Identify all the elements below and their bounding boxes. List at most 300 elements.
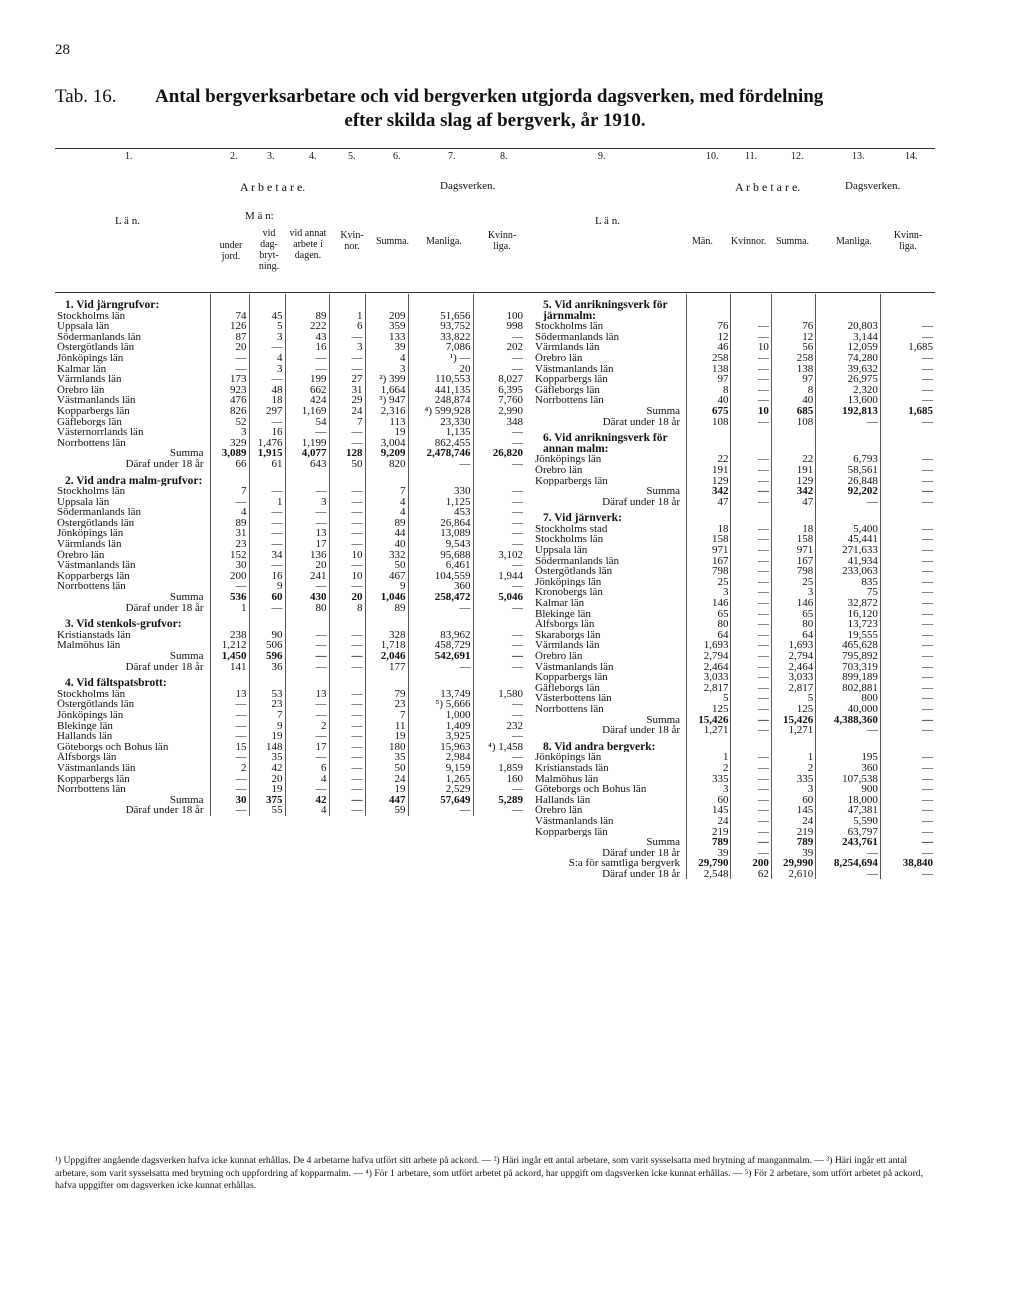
cell-value: 89	[365, 518, 408, 529]
empty-cell	[365, 613, 408, 630]
cell-value: —	[731, 774, 771, 785]
cell-value: 15,426	[687, 715, 731, 726]
empty-cell	[731, 507, 771, 524]
vid-dagbrytning-heading: vid dag-bryt-ning.	[258, 228, 280, 272]
cell-value: 1	[329, 311, 365, 322]
cell-value: —	[285, 353, 329, 364]
cell-value: 360	[816, 763, 881, 774]
row-label: Summa	[169, 794, 204, 806]
lan-heading-right: L ä n.	[595, 215, 620, 227]
man-heading-right: Män.	[692, 236, 713, 247]
empty-cell	[408, 294, 473, 311]
cell-value: 62	[731, 869, 771, 880]
cell-value: 158	[687, 534, 731, 545]
empty-cell	[731, 736, 771, 753]
cell-value: —	[210, 721, 249, 732]
row-label: Örebro län	[535, 352, 583, 364]
cell-value: —	[285, 364, 329, 375]
header-bottom-rule	[55, 292, 935, 293]
cell-value: —	[880, 321, 935, 332]
cell-value: 26,820	[473, 448, 525, 459]
cell-value: —	[329, 710, 365, 721]
cell-value: 167	[771, 556, 815, 567]
cell-value: 47	[687, 497, 731, 508]
row-label: Däraf under 18 år	[602, 868, 681, 880]
cell-value: 40,000	[816, 704, 881, 715]
cell-value: —	[880, 364, 935, 375]
cell-value: 789	[687, 837, 731, 848]
cell-value: 7	[365, 486, 408, 497]
cell-value: 46	[687, 342, 731, 353]
row-label: Summa	[646, 486, 681, 497]
cell-value: 42	[285, 795, 329, 806]
cell-value: 76	[771, 321, 815, 332]
row-label: Östergötlands län	[535, 566, 613, 577]
cell-value: —	[731, 321, 771, 332]
cell-value: —	[731, 587, 771, 598]
cell-value: 39	[771, 848, 815, 859]
empty-cell	[771, 507, 815, 524]
row-label: 4. Vid fältspatsbrott:	[65, 677, 167, 689]
cell-value: 146	[771, 598, 815, 609]
cell-value: —	[880, 816, 935, 827]
cell-value: 342	[771, 486, 815, 497]
empty-cell	[210, 470, 249, 487]
cell-value: 1,265	[408, 774, 473, 785]
cell-value: —	[880, 598, 935, 609]
cell-value: —	[731, 693, 771, 704]
col-num: 13.	[852, 151, 865, 162]
summary-row	[55, 603, 525, 614]
empty-cell	[731, 294, 771, 321]
cell-value: 145	[771, 805, 815, 816]
cell-value: ²) 399	[365, 374, 408, 385]
manliga-heading-right: Manliga.	[836, 236, 872, 247]
row-label: Örebro län	[535, 464, 583, 476]
cell-value: ⁵) 5,666	[408, 699, 473, 710]
right-data-table	[533, 294, 935, 879]
cell-value: 9,159	[408, 763, 473, 774]
cell-value: 10	[329, 571, 365, 582]
row-label: Norrbottens län	[535, 703, 604, 715]
cell-value: 202	[473, 342, 525, 353]
cell-value: 47	[771, 497, 815, 508]
table-row	[55, 731, 525, 742]
cell-value: 11	[365, 721, 408, 732]
cell-value: —	[249, 417, 285, 428]
cell-value: 7,760	[473, 395, 525, 406]
cell-value: 3,033	[687, 672, 731, 683]
cell-value: —	[880, 524, 935, 535]
table-row	[55, 560, 525, 571]
cell-value: 13,749	[408, 689, 473, 700]
cell-value: 76	[687, 321, 731, 332]
row-label: Blekinge län	[535, 608, 591, 620]
cell-value: —	[210, 364, 249, 375]
cell-value: —	[329, 560, 365, 571]
row-label: Summa	[169, 592, 204, 603]
summary-row	[533, 406, 935, 417]
cell-value: 125	[687, 704, 731, 715]
cell-value: —	[249, 560, 285, 571]
cell-value: 19	[365, 427, 408, 438]
cell-value: 15	[210, 742, 249, 753]
cell-value: 6,395	[473, 385, 525, 396]
row-label: Kopparbergs län	[535, 374, 608, 385]
row-label: Därat under 18 år	[602, 416, 681, 428]
cell-value: 16,120	[816, 609, 881, 620]
cell-value: 80	[687, 619, 731, 630]
empty-cell	[365, 672, 408, 689]
cell-value: 10	[731, 406, 771, 417]
table-row	[55, 321, 525, 332]
cell-value: 8,254,694	[816, 858, 881, 869]
row-label: Kopparbergs län	[57, 405, 130, 417]
cell-value: —	[329, 332, 365, 343]
row-label: Östergötlands län	[57, 699, 135, 710]
table-row	[55, 342, 525, 353]
empty-cell	[285, 613, 329, 630]
cell-value: —	[473, 507, 525, 518]
cell-value: 335	[771, 774, 815, 785]
row-label: Örebro län	[57, 384, 105, 396]
table-row	[533, 556, 935, 567]
table-row	[55, 721, 525, 732]
cell-value: 3	[771, 784, 815, 795]
table-row	[533, 385, 935, 396]
cell-value: —	[880, 763, 935, 774]
summa-heading-right: Summa.	[776, 236, 810, 247]
cell-value: 1,685	[880, 342, 935, 353]
empty-cell	[408, 672, 473, 689]
cell-value: —	[210, 805, 249, 816]
cell-value: 45,441	[816, 534, 881, 545]
header-top-rule	[55, 148, 935, 149]
cell-value: —	[731, 332, 771, 343]
summary-row	[533, 417, 935, 428]
cell-value: 25	[687, 577, 731, 588]
cell-value: 19	[249, 784, 285, 795]
empty-cell	[249, 294, 285, 311]
cell-value: 9	[249, 721, 285, 732]
cell-value: —	[473, 640, 525, 651]
row-label: Värmlands län	[57, 539, 122, 550]
cell-value: —	[473, 710, 525, 721]
cell-value: 1,580	[473, 689, 525, 700]
cell-value: —	[329, 427, 365, 438]
cell-value: 2,464	[771, 662, 815, 673]
empty-cell	[687, 507, 731, 524]
cell-value: 17	[285, 742, 329, 753]
cell-value: —	[285, 640, 329, 651]
table-row	[533, 630, 935, 641]
table-row	[533, 704, 935, 715]
cell-value: 42	[249, 763, 285, 774]
cell-value: 1,693	[771, 640, 815, 651]
cell-value: —	[329, 507, 365, 518]
col-num: 2.	[230, 151, 238, 162]
cell-value: 89	[210, 518, 249, 529]
row-label: Blekinge län	[57, 720, 113, 732]
cell-value: 862,455	[408, 438, 473, 449]
row-label: Älfsborgs län	[57, 752, 117, 763]
table-row	[533, 364, 935, 375]
cell-value: —	[329, 497, 365, 508]
cell-value: 58,561	[816, 465, 881, 476]
cell-value: 5	[687, 693, 731, 704]
cell-value: 238	[210, 630, 249, 641]
empty-cell	[816, 736, 881, 753]
table-row	[55, 774, 525, 785]
table-row	[55, 763, 525, 774]
cell-value: —	[731, 417, 771, 428]
cell-value: —	[880, 725, 935, 736]
cell-value: 59	[365, 805, 408, 816]
cell-value: 74	[210, 311, 249, 322]
cell-value: 15,963	[408, 742, 473, 753]
cell-value: 4	[249, 353, 285, 364]
cell-value: —	[329, 699, 365, 710]
cell-value: 55	[249, 805, 285, 816]
summary-row	[55, 592, 525, 603]
cell-value: —	[329, 539, 365, 550]
cell-value: 899,189	[816, 672, 881, 683]
cell-value: 23,330	[408, 417, 473, 428]
cell-value: 330	[408, 486, 473, 497]
table-row	[533, 774, 935, 785]
cell-value: —	[880, 395, 935, 406]
row-label: Stockholms stad	[535, 523, 608, 535]
footnotes: ¹) Uppgifter angående dagsverken hafva icke kunnat erhållas. De 4 arbetarne hafva utfört sitt arbete på ackord. — ²) Häri ingår ett antal arbetare, som varit sysselsatta med brytning af manganmalm. — ³) Häri ingår ett antal arbetare, som varit sysselsatta med brytning och uppfordring af kopparmalm. — ⁴) För 1 arbetare, som utfört arbetet på ackord, har uppgift om dagsverken icke kunnat erhållas. — ⁵) För 2 arbetare, som utfört arbetet på ackord, hafva uppgifter om dagsverken icke kunnat erhållas.	[55, 1155, 923, 1191]
cell-value: —	[731, 837, 771, 848]
cell-value: 430	[285, 592, 329, 603]
cell-value: —	[731, 486, 771, 497]
row-label: Örebro län	[57, 549, 105, 561]
cell-value: 3	[249, 332, 285, 343]
cell-value: —	[731, 725, 771, 736]
cell-value: 6,793	[816, 454, 881, 465]
page-number: 28	[55, 42, 70, 58]
cell-value: 92,202	[816, 486, 881, 497]
table-row	[55, 571, 525, 582]
kvinnor-heading: Kvin-nor.	[340, 230, 364, 252]
summary-row	[55, 448, 525, 459]
row-label: Gäfleborgs län	[535, 682, 600, 694]
cell-value: —	[249, 528, 285, 539]
cell-value: 31	[210, 528, 249, 539]
empty-cell	[731, 427, 771, 454]
cell-value: 31	[329, 385, 365, 396]
cell-value: —	[329, 752, 365, 763]
cell-value: 20,803	[816, 321, 881, 332]
empty-cell	[880, 294, 935, 321]
cell-value: 465,628	[816, 640, 881, 651]
cell-value: —	[731, 476, 771, 487]
empty-cell	[249, 672, 285, 689]
cell-value: 30	[210, 560, 249, 571]
cell-value: 6,461	[408, 560, 473, 571]
cell-value: 60	[771, 795, 815, 806]
empty-cell	[210, 672, 249, 689]
cell-value: 826	[210, 406, 249, 417]
cell-value: 2,817	[687, 683, 731, 694]
table-row	[55, 395, 525, 406]
cell-value: 148	[249, 742, 285, 753]
cell-value: ⁴) 1,458	[473, 742, 525, 753]
cell-value: —	[816, 725, 881, 736]
cell-value: —	[329, 438, 365, 449]
cell-value: 271,633	[816, 545, 881, 556]
cell-value: —	[731, 848, 771, 859]
cell-value: 800	[816, 693, 881, 704]
table-row	[533, 795, 935, 806]
cell-value: 2,478,746	[408, 448, 473, 459]
cell-value: —	[249, 507, 285, 518]
cell-value: 13,723	[816, 619, 881, 630]
dagsverken-heading: Dagsverken.	[440, 180, 496, 192]
cell-value: 79	[365, 689, 408, 700]
cell-value: —	[731, 827, 771, 838]
cell-value: 536	[210, 592, 249, 603]
cell-value: —	[473, 731, 525, 742]
row-label: Jönköpings län	[57, 528, 124, 540]
cell-value: —	[329, 731, 365, 742]
row-label: Östergötlands län	[57, 342, 135, 353]
table-row	[55, 438, 525, 449]
row-label: Kopparbergs län	[535, 826, 608, 838]
section-heading-row	[55, 294, 525, 311]
col-num: 1.	[125, 151, 133, 162]
cell-value: —	[731, 374, 771, 385]
cell-value: —	[249, 342, 285, 353]
cell-value: 65	[687, 609, 731, 620]
table-row	[55, 528, 525, 539]
row-label: Värmlands län	[535, 640, 600, 651]
cell-value: 41,934	[816, 556, 881, 567]
cell-value: 9,543	[408, 539, 473, 550]
cell-value: 2,529	[408, 784, 473, 795]
table-row	[55, 581, 525, 592]
row-label: Västmanlands län	[57, 395, 136, 406]
cell-value: 1	[687, 752, 731, 763]
cell-value: 232	[473, 721, 525, 732]
title-line-1: Antal bergverksarbetare och vid bergverken utgjorda dagsverken, med fördelning	[155, 86, 824, 107]
cell-value: —	[880, 683, 935, 694]
cell-value: 359	[365, 321, 408, 332]
cell-value: 506	[249, 640, 285, 651]
row-label: S:a för samtliga bergverk	[568, 858, 681, 869]
table-row	[533, 476, 935, 487]
cell-value: —	[473, 438, 525, 449]
cell-value: 20	[329, 592, 365, 603]
cell-value: —	[329, 742, 365, 753]
section-heading-row	[533, 507, 935, 524]
cell-value: 20	[210, 342, 249, 353]
table-row	[533, 609, 935, 620]
table-row	[533, 465, 935, 476]
cell-value: 108	[771, 417, 815, 428]
table-row	[55, 550, 525, 561]
cell-value: 789	[771, 837, 815, 848]
cell-value: 1,199	[285, 438, 329, 449]
cell-value: 5,046	[473, 592, 525, 603]
cell-value: 19	[365, 784, 408, 795]
cell-value: 596	[249, 651, 285, 662]
cell-value: 17	[285, 539, 329, 550]
cell-value: 90	[249, 630, 285, 641]
cell-value: 15,426	[771, 715, 815, 726]
table-row	[533, 816, 935, 827]
cell-value: 4	[285, 805, 329, 816]
cell-value: —	[731, 497, 771, 508]
cell-value: 12	[687, 332, 731, 343]
cell-value: 52	[210, 417, 249, 428]
cell-value: 145	[687, 805, 731, 816]
cell-value: 66	[210, 459, 249, 470]
cell-value: —	[249, 518, 285, 529]
cell-value: 7,086	[408, 342, 473, 353]
cell-value: 23	[249, 699, 285, 710]
cell-value: —	[816, 869, 881, 880]
cell-value: 97	[687, 374, 731, 385]
cell-value: —	[731, 619, 771, 630]
arbetare-heading: A r b e t a r e.	[240, 180, 306, 194]
cell-value: —	[880, 465, 935, 476]
cell-value: 57,649	[408, 795, 473, 806]
cell-value: 348	[473, 417, 525, 428]
empty-cell	[816, 507, 881, 524]
table-row	[55, 353, 525, 364]
empty-cell	[473, 672, 525, 689]
section-heading-row	[533, 294, 935, 321]
cell-value: —	[880, 784, 935, 795]
cell-value: 2,046	[365, 651, 408, 662]
cell-value: 1,271	[771, 725, 815, 736]
cell-value: —	[731, 672, 771, 683]
cell-value: —	[880, 566, 935, 577]
cell-value: 3	[365, 364, 408, 375]
cell-value: —	[249, 603, 285, 614]
table-row	[533, 587, 935, 598]
cell-value: 20	[249, 774, 285, 785]
col-num: 7.	[448, 151, 456, 162]
cell-value: —	[210, 353, 249, 364]
row-label: Gäfleborgs län	[57, 416, 122, 428]
table-row	[55, 539, 525, 550]
table-number: Tab. 16.	[55, 86, 117, 107]
cell-value: 7	[329, 417, 365, 428]
cell-value: 1,693	[687, 640, 731, 651]
cell-value: 6	[285, 763, 329, 774]
cell-value: 820	[365, 459, 408, 470]
cell-value: —	[285, 710, 329, 721]
cell-value: 4,388,360	[816, 715, 881, 726]
row-label: Gäfleborgs län	[535, 384, 600, 396]
cell-value: 1,409	[408, 721, 473, 732]
cell-value: 971	[771, 545, 815, 556]
cell-value: 18	[249, 395, 285, 406]
row-label: Kristianstads län	[57, 629, 131, 641]
cell-value: 900	[816, 784, 881, 795]
cell-value: —	[473, 560, 525, 571]
cell-value: 177	[365, 662, 408, 673]
cell-value: —	[731, 630, 771, 641]
cell-value: 971	[687, 545, 731, 556]
cell-value: —	[731, 353, 771, 364]
cell-value: 47,381	[816, 805, 881, 816]
cell-value: —	[731, 662, 771, 673]
kvinnliga-heading-right: Kvinn-liga.	[893, 230, 923, 252]
